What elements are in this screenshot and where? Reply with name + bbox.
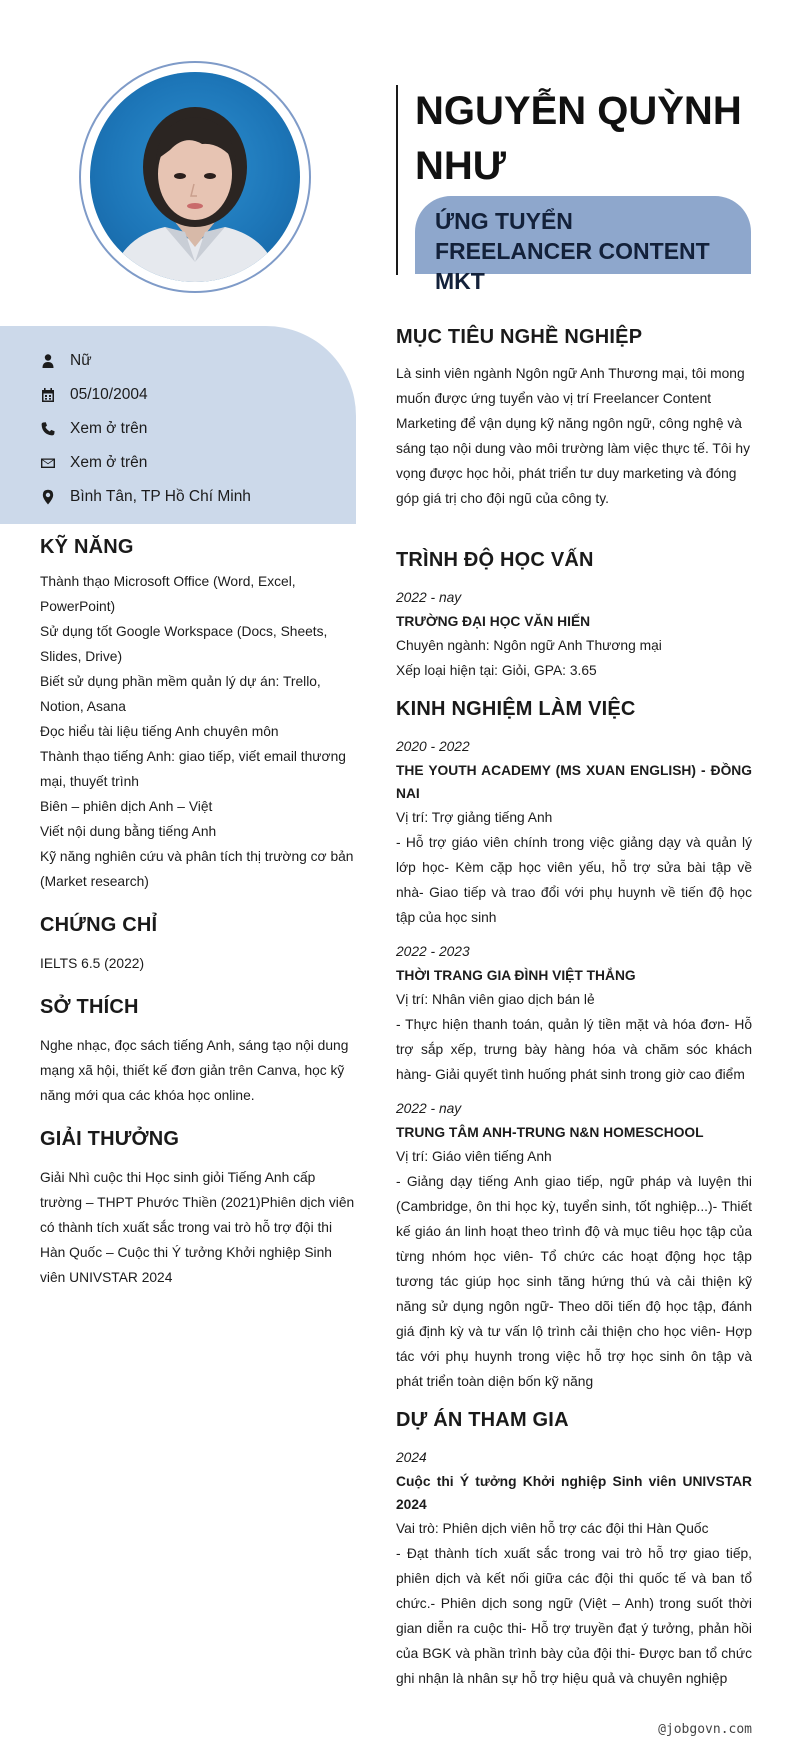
education-entry [396,586,752,683]
experience-period: 2020 - 2022 [396,739,470,754]
education-section [396,549,752,683]
school-name: TRƯỜNG ĐẠI HỌC VĂN HIẾN [396,614,591,629]
skills-section [40,536,356,894]
section-title: CHỨNG CHỈ [40,914,158,936]
contact-panel [0,326,356,524]
experience-org: THE YOUTH ACADEMY (MS XUAN ENGLISH) - ĐỒNG NAI [396,763,752,801]
left-column [40,536,356,1290]
projects-section [396,1409,752,1691]
objective-section [396,326,752,511]
experience-org: TRUNG TÂM ANH-TRUNG N&N HOMESCHOOL [396,1125,704,1140]
project-entry [396,1446,752,1691]
phone-icon [40,420,70,438]
experience-entry [396,940,752,1087]
contact-gender [40,344,251,378]
education-major: Chuyên ngành: Ngôn ngữ Anh Thương mại [396,638,662,653]
skill-item: Biết sử dụng phần mềm quản lý dự án: Trello, Notion, Asana [40,674,321,714]
contact-text: Bình Tân, TP Hồ Chí Minh [70,488,251,505]
section-title: KINH NGHIỆM LÀM VIỆC [396,698,636,720]
section-title: MỤC TIÊU NGHỀ NGHIỆP [396,326,643,348]
skill-item: Thành thạo Microsoft Office (Word, Excel, PowerPoint) [40,574,296,614]
certificate-text: IELTS 6.5 (2022) [40,956,145,971]
watermark: @jobgovn.com [658,1722,752,1737]
contact-text: Nữ [70,352,92,369]
experience-description: - Hỗ trợ giáo viên chính trong việc giảng dạy và quản lý lớp học- Kèm cặp học viên yếu, hỗ trợ sửa bài tập về nhà- Giao tiếp và trao đổi với phụ huynh về tiến độ học tập của học sinh [396,835,752,925]
experience-section [396,698,752,1394]
awards-text: Giải Nhì cuộc thi Học sinh giỏi Tiếng Anh cấp trường – THPT Phước Thiền (2021)Phiên dịch viên có thành tích xuất sắc trong vai trò hỗ trợ đội thi Hàn Quốc – Cuộc thi Ý tưởng Khởi nghiệp Sinh viên UNIVSTAR 2024 [40,1170,355,1285]
experience-entry [396,735,752,930]
experience-description: - Giảng dạy tiếng Anh giao tiếp, ngữ pháp và luyện thi (Cambridge, ôn thi học kỳ, tuyển sinh, tốt nghiệp...)- Thiết kế giáo án linh hoạt theo trình độ và mục tiêu học tập của từng nhóm học viên- Tổ chức các hoạt động học tập tương tác giúp học sinh tăng hứng thú và cải thiện kỹ năng sử dụng ngôn ngữ- Theo dõi tiến độ học tập, đánh giá định kỳ và tư vấn lộ trình cải thiện cho học viên- Hợp tác với phụ huynh trong việc hỗ trợ học sinh ôn tập và phát triển toàn diện bốn kỹ năng [396,1174,752,1389]
portrait-photo [90,72,300,282]
skill-item: Sử dụng tốt Google Workspace (Docs, Sheets, Slides, Drive) [40,624,328,664]
education-grade: Xếp loại hiện tại: Giỏi, GPA: 3.65 [396,663,597,678]
experience-org: THỜI TRANG GIA ĐÌNH VIỆT THẮNG [396,968,636,983]
project-role: Vai trò: Phiên dịch viên hỗ trợ các đội thi Hàn Quốc [396,1521,709,1536]
experience-position: Vị trí: Nhân viên giao dịch bán lẻ [396,992,595,1007]
contact-birthday [40,378,251,412]
section-title: GIẢI THƯỞNG [40,1128,180,1150]
section-title: DỰ ÁN THAM GIA [396,1409,569,1431]
experience-period: 2022 - 2023 [396,944,470,959]
avatar-frame [79,61,311,293]
section-title: TRÌNH ĐỘ HỌC VẤN [396,549,594,571]
email-icon [40,454,70,472]
project-description: - Đạt thành tích xuất sắc trong vai trò hỗ trợ giao tiếp, phiên dịch và kết nối giữa các đội thi quốc tế và ban tổ chức.- Phiên dịch song ngữ (Việt – Anh) trong suốt thời gian diễn ra cuộc thi- Hỗ trợ truyền đạt ý tưởng, phản hồi của BGK và phần trình bày của đội thi- Được ban tổ chức ghi nhận là nhân sự hỗ trợ hiệu quả và chuyên nghiệp [396,1546,752,1686]
experience-period: 2022 - nay [396,1101,462,1116]
objective-text: Là sinh viên ngành Ngôn ngữ Anh Thương mại, tôi mong muốn được ứng tuyển vào vị trí Freelancer Content Marketing để vận dụng kỹ năng ngôn ngữ, công nghệ và sáng tạo nội dung vào môi trường làm việc thực tế. Tôi hy vọng được học hỏi, phát triển tư duy marketing và đóng góp giá trị cho đội ngũ của công ty. [396,366,750,506]
contact-list [40,344,251,514]
experience-position: Vị trí: Trợ giảng tiếng Anh [396,810,553,825]
candidate-name: NGUYỄN QUỲNH NHƯ [415,89,742,188]
avatar [90,72,300,282]
right-column [396,326,752,1691]
target-role: ỨNG TUYỂN FREELANCER CONTENT MKT [435,208,710,294]
skill-item: Kỹ năng nghiên cứu và phân tích thị trường cơ bản (Market research) [40,849,354,889]
experience-description: - Thực hiện thanh toán, quản lý tiền mặt và hóa đơn- Hỗ trợ sắp xếp, trưng bày hàng hóa và chăm sóc khách hàng- Giải quyết tình huống phát sinh trong giờ cao điểm [396,1017,752,1082]
project-period: 2024 [396,1450,427,1465]
hobbies-text: Nghe nhạc, đọc sách tiếng Anh, sáng tạo nội dung mạng xã hội, thiết kế đơn giản trên Canva, học kỹ năng mới qua các khóa học online. [40,1038,349,1103]
location-pin-icon [40,488,70,506]
project-name: Cuộc thi Ý tưởng Khởi nghiệp Sinh viên UNIVSTAR 2024 [396,1474,752,1512]
education-period: 2022 - nay [396,590,462,605]
skill-item: Thành thạo tiếng Anh: giao tiếp, viết email thương mại, thuyết trình [40,749,346,789]
awards-section [40,1128,356,1290]
skill-item: Đọc hiểu tài liệu tiếng Anh chuyên môn [40,724,279,739]
experience-position: Vị trí: Giáo viên tiếng Anh [396,1149,552,1164]
certificates-section [40,914,356,976]
skill-item: Viết nội dung bằng tiếng Anh [40,824,217,839]
hobbies-section [40,996,356,1108]
section-title: KỸ NĂNG [40,536,134,558]
contact-text: Xem ở trên [70,454,148,471]
role-banner [415,196,751,294]
experience-entry [396,1097,752,1394]
contact-email [40,446,251,480]
contact-text: 05/10/2004 [70,386,148,403]
skills-list [40,569,356,894]
contact-address [40,480,251,514]
person-icon [40,352,70,370]
contact-phone [40,412,251,446]
skill-item: Biên – phiên dịch Anh – Việt [40,799,213,814]
contact-text: Xem ở trên [70,420,148,437]
calendar-icon [40,386,70,404]
header-divider [396,85,398,275]
section-title: SỞ THÍCH [40,996,139,1018]
